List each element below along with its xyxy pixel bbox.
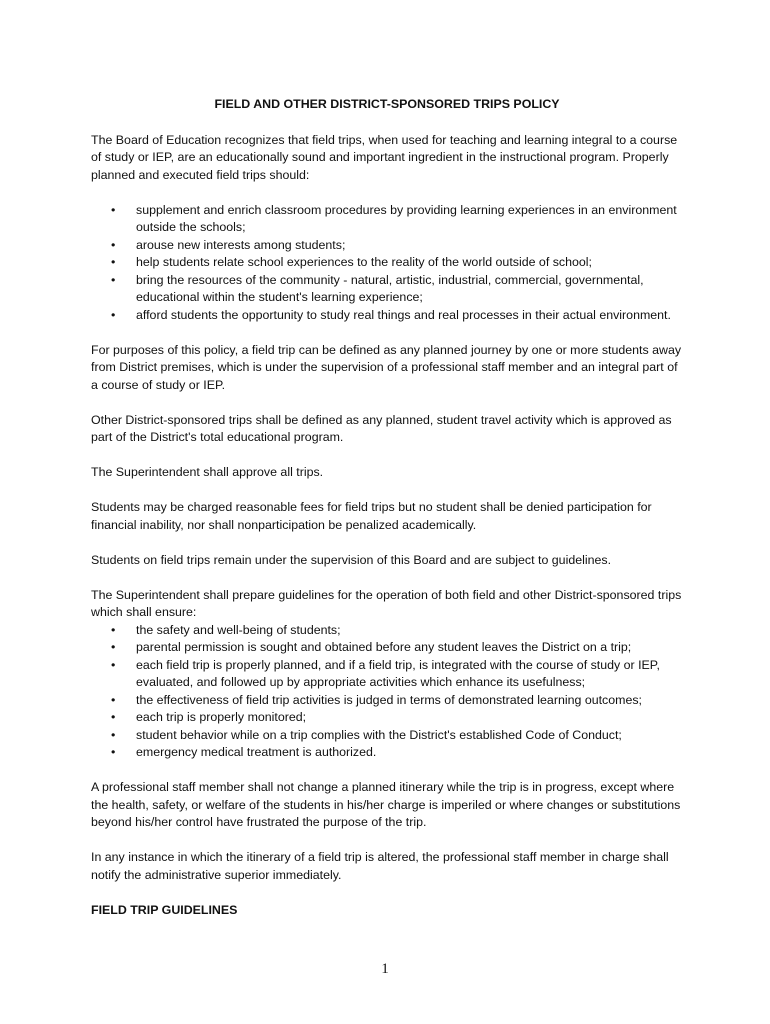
fees-paragraph: Students may be charged reasonable fees for field trips but no student shall be denied participation for financial inability, nor shall nonparticipation be penalized academically.: [91, 500, 652, 532]
bullet-icon: •: [111, 710, 116, 724]
list-item: • arouse new interests among students;: [91, 237, 683, 255]
list-item: • student behavior while on a trip complies with the District's established Code of Conduct;: [91, 727, 683, 745]
altered-paragraph: In any instance in which the itinerary of a field trip is altered, the professional staff member in charge shall notify the administrative superior immediately.: [91, 850, 669, 882]
list-item: • bring the resources of the community - natural, artistic, industrial, commercial, governmental, educational within the student's learning experience;: [111, 272, 644, 304]
page-number: 1: [381, 961, 389, 977]
bullet-icon: •: [111, 255, 116, 269]
document-body: [91, 96, 683, 937]
list-item: • emergency medical treatment is authorized.: [91, 744, 683, 762]
bullet-icon: •: [111, 727, 116, 742]
bullet-icon: •: [111, 237, 116, 252]
list-item: • the safety and well-being of students;: [91, 622, 683, 640]
list-item: • supplement and enrich classroom procedures by providing learning experiences in an environment outside the schools;: [111, 202, 677, 234]
bullet-icon: •: [111, 745, 116, 759]
approve-paragraph: The Superintendent shall approve all trips.: [91, 465, 324, 479]
page-title: FIELD AND OTHER DISTRICT-SPONSORED TRIPS POLICY: [214, 97, 560, 111]
ensure-list: [91, 622, 683, 762]
list-item: • each field trip is properly planned, and if a field trip, is integrated with the course of study or IEP, evaluated, and followed up by appropriate activities which enhance its usefulness;: [111, 657, 660, 689]
list-item: • each trip is properly monitored;: [91, 709, 683, 727]
intro-paragraph: The Board of Education recognizes that field trips, when used for teaching and learning integral to a course of study or IEP, are an educationally sound and important ingredient in the instructional program. Properly planned and executed field trips should:: [91, 132, 678, 182]
definition-paragraph: For purposes of this policy, a field trip can be defined as any planned journey by one or more students away from District premises, which is under the supervision of a professional staff member and an integral part of a course of study or IEP.: [91, 342, 682, 392]
other-trips-paragraph: Other District-sponsored trips shall be defined as any planned, student travel activity which is approved as part of the District's total educational program.: [91, 412, 672, 444]
bullet-icon: •: [111, 640, 116, 654]
should-list: [91, 202, 683, 325]
bullet-icon: •: [111, 202, 116, 217]
bullet-icon: •: [111, 307, 116, 322]
list-item: • parental permission is sought and obtained before any student leaves the District on a trip;: [91, 639, 683, 657]
bullet-icon: •: [111, 692, 116, 707]
guidelines-intro-paragraph: The Superintendent shall prepare guidelines for the operation of both field and other District-sponsored trips which shall ensure:: [91, 587, 682, 619]
section-heading: FIELD TRIP GUIDELINES: [91, 902, 238, 917]
list-item: • the effectiveness of field trip activities is judged in terms of demonstrated learning outcomes;: [91, 692, 683, 710]
itinerary-paragraph: A professional staff member shall not change a planned itinerary while the trip is in progress, except where the health, safety, or welfare of the students in his/her charge is imperiled or where changes or substitutions beyond his/her control have frustrated the purpose of the trip.: [91, 780, 681, 829]
supervision-paragraph: Students on field trips remain under the supervision of this Board and are subject to guidelines.: [91, 552, 612, 567]
bullet-icon: •: [111, 272, 116, 287]
bullet-icon: •: [111, 622, 116, 637]
list-item: • help students relate school experiences to the reality of the world outside of school;: [91, 254, 683, 272]
list-item: • afford students the opportunity to study real things and real processes in their actual environment.: [91, 307, 683, 325]
bullet-icon: •: [111, 657, 116, 672]
